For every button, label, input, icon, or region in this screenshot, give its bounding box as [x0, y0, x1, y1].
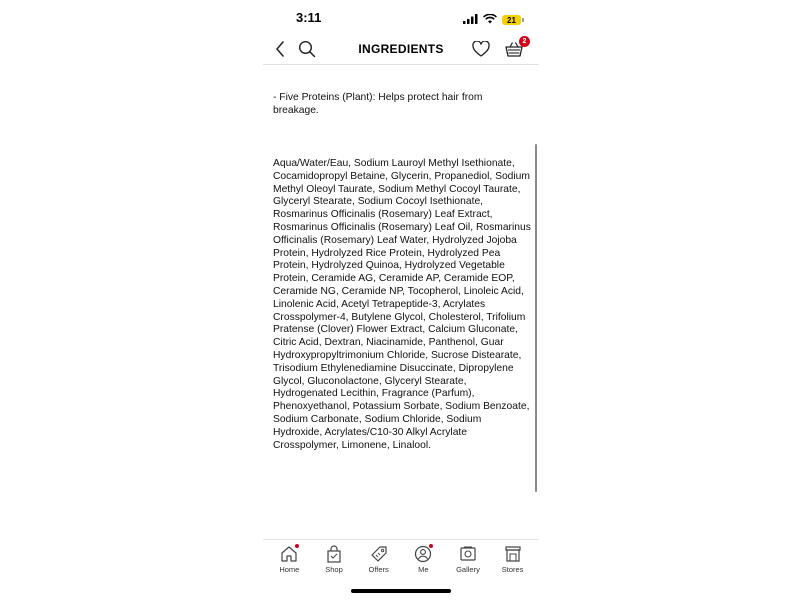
tab-label: Home — [279, 565, 300, 574]
user-icon — [413, 544, 433, 564]
status-time: 3:11 — [296, 10, 322, 25]
tab-stores[interactable] — [491, 540, 535, 578]
tab-bar — [263, 539, 539, 578]
page-title: INGREDIENTS — [358, 42, 444, 56]
tab-label: Gallery — [456, 565, 480, 574]
battery-icon: 21 — [502, 15, 521, 25]
store-icon — [503, 544, 523, 564]
wifi-icon — [483, 11, 497, 29]
home-indicator[interactable] — [351, 589, 451, 593]
tab-offers[interactable] — [357, 540, 401, 578]
tab-label: Me — [418, 565, 429, 574]
ingredients-list: Aqua/Water/Eau, Sodium Lauroyl Methyl Isethionate, Cocamidopropyl Betaine, Glycerin, Propanediol, Sodium Methyl Oleoyl Taurate, Sodium Methyl Cocoyl Taurate, Glyceryl Stearate, Sodium Cocoyl Isethionate, Rosmarinus Officinalis (Rosemary) Leaf Extract, Rosmarinus Officinalis (Rosemary) Leaf Oil, Rosmarinus Officinalis (Rosemary) Leaf Water, Hydrolyzed Jojoba Protein, Hydrolyzed Rice Protein, Hydrolyzed Pea Protein, Hydrolyzed Quinoa, Hydrolyzed Vegetable Protein, Ceramide AG, Ceramide AP, Ceramide EOP, Ceramide NG, Ceramide NP, Tocopherol, Linoleic Acid, Linolenic Acid, Acetyl Tetrapeptide-3, Acrylates Crosspolymer-4, Butylene Glycol, Cholesterol, Trifolium Pratense (Clover) Flower Extract, Calcium Gluconate, Citric Acid, Dextran, Niacinamide, Panthenol, Guar Hydroxypropyltrimonium Chloride, Sucrose Distearate, Trisodium Ethylenediamine Disuccinate, Dipropylene Glycol, Gluconolactone, Glyceryl Stearate, Hydrogenated Lecithin, Fragrance (Parfum), Phenoxyethanol, Potassium Sorbate, Sodium Benzoate, Sodium Carbonate, Sodium Chloride, Sodium Hydroxide, Acrylates/C10-30 Alkyl Acrylate Crosspolymer, Limonene, Linalool. — [273, 158, 531, 451]
tab-label: Stores — [501, 565, 524, 574]
heart-icon — [472, 41, 490, 57]
tab-me[interactable] — [401, 540, 445, 578]
gallery-icon — [458, 544, 478, 564]
wishlist-button[interactable] — [470, 38, 492, 60]
tab-label: Offers — [368, 565, 389, 574]
signal-icon — [463, 11, 478, 29]
ingredients-content[interactable] — [263, 66, 539, 540]
status-icons — [463, 11, 521, 29]
benefit-text: - Five Proteins (Plant): Helps protect hair from breakage. — [273, 92, 483, 116]
home-icon — [279, 544, 299, 564]
nav-bar — [263, 34, 539, 65]
tab-shop[interactable] — [312, 540, 356, 578]
notification-dot — [295, 544, 299, 548]
app-screen — [263, 0, 539, 600]
notification-dot — [429, 544, 433, 548]
tag-icon — [369, 544, 389, 564]
shopping-bag-icon — [324, 544, 344, 564]
status-bar — [263, 0, 539, 34]
tab-label: Shop — [325, 565, 343, 574]
tab-gallery[interactable] — [446, 540, 490, 578]
scrollbar[interactable] — [535, 144, 537, 492]
tab-home[interactable] — [267, 540, 311, 578]
basket-count-badge: 2 — [519, 36, 530, 47]
basket-button[interactable] — [503, 38, 525, 60]
